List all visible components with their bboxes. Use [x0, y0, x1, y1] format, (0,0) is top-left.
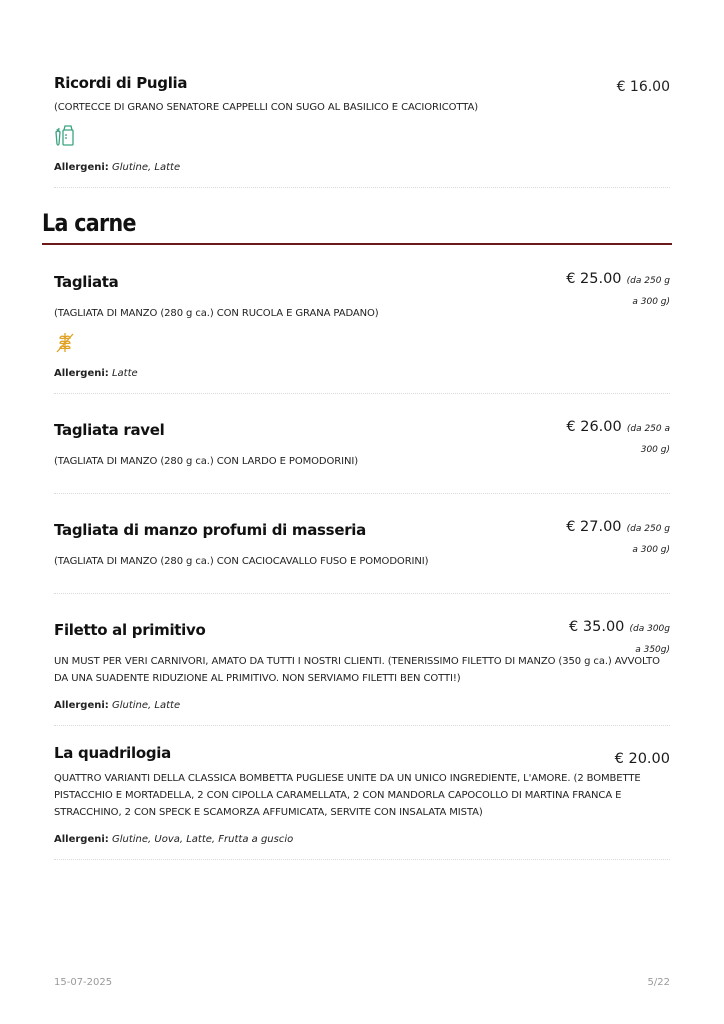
item-name: Ricordi di Puglia: [54, 74, 188, 92]
menu-item-la-quadrilogia: [54, 743, 670, 858]
gluten-free-icon: [54, 330, 76, 358]
footer-date: 15-07-2025: [54, 977, 113, 988]
divider: [54, 393, 670, 394]
item-description: QUATTRO VARIANTI DELLA CLASSICA BOMBETTA PUGLIESE UNITE DA UN UNICO INGREDIENTE, L'AMORE. (2 BOMBETTE PISTACCHIO E MORTADELLA, 2 CON CIPOLLA CARAMELLATA, 2 CON MANDORLA CAPOCOLLO DI MARTINA FRANCA E STRACCHINO, 2 CON SPECK E SCAMORZA AFFUMICATA, SERVITE CON INSALATA MISTA): [54, 773, 641, 818]
section-title: La carne: [42, 209, 136, 237]
allergens: Allergeni: Glutine, Uova, Latte, Frutta a guscio: [54, 834, 294, 845]
allergens: Allergeni: Latte: [54, 368, 138, 379]
item-description: (TAGLIATA DI MANZO (280 g ca.) CON CACIOCAVALLO FUSO E POMODORINI): [54, 556, 429, 567]
item-description: (TAGLIATA DI MANZO (280 g ca.) CON RUCOLA E GRANA PADANO): [54, 308, 379, 319]
divider: [54, 493, 670, 494]
allergens: Allergeni: Glutine, Latte: [54, 162, 181, 173]
item-description: (CORTECCE DI GRANO SENATORE CAPPELLI CON SUGO AL BASILICO E CACIORICOTTA): [54, 102, 478, 113]
footer-page-number: 5/22: [647, 977, 670, 988]
item-price: € 27.00 (da 250 g a 300 g): [566, 519, 670, 555]
item-name: Tagliata di manzo profumi di masseria: [54, 521, 366, 539]
item-price: € 35.00 (da 300g a 350g): [569, 619, 670, 655]
item-name: Tagliata ravel: [54, 421, 165, 439]
vegetarian-icon: [54, 124, 78, 152]
divider: [54, 593, 670, 594]
section-rule: [42, 243, 672, 245]
item-name: La quadrilogia: [54, 744, 171, 762]
item-price: € 16.00: [616, 79, 670, 95]
item-name: Tagliata: [54, 273, 119, 291]
divider: [54, 187, 670, 188]
item-description: UN MUST PER VERI CARNIVORI, AMATO DA TUTTI I NOSTRI CLIENTI. (TENERISSIMO FILETTO DI MANZO (350 g ca.) AVVOLTO DA UNA SUADENTE RIDUZIONE AL PRIMITIVO. NON SERVIAMO FILETTI BEN COTTI!): [54, 656, 660, 684]
item-price: € 20.00: [614, 751, 670, 767]
divider: [54, 859, 670, 860]
item-name: Filetto al primitivo: [54, 621, 206, 639]
menu-item-filetto-al-primitivo: [54, 618, 670, 718]
item-price: € 25.00 (da 250 g a 300 g): [566, 271, 670, 307]
menu-item-tagliata: [54, 270, 670, 385]
menu-item-ricordi-di-puglia: [54, 72, 670, 182]
divider: [54, 725, 670, 726]
item-description: (TAGLIATA DI MANZO (280 g ca.) CON LARDO E POMODORINI): [54, 456, 358, 467]
allergens: Allergeni: Glutine, Latte: [54, 700, 181, 711]
menu-item-tagliata-ravel: [54, 418, 670, 478]
menu-item-tagliata-profumi-di-masseria: [54, 518, 670, 578]
item-price: € 26.00 (da 250 a 300 g): [566, 419, 670, 455]
